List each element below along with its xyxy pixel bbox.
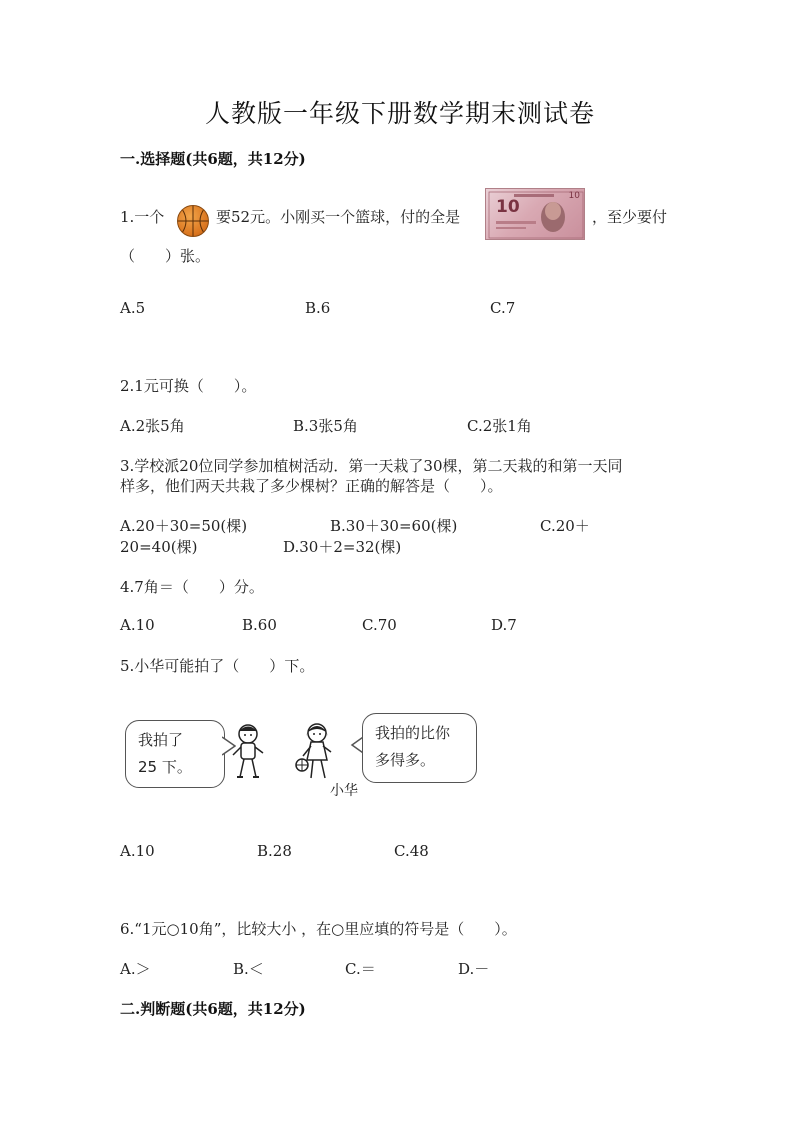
q3-option-d[interactable]: D.30＋2=32(棵): [283, 538, 402, 556]
q2-option-c[interactable]: C.2张1角: [467, 417, 532, 435]
banknote-value: 10: [496, 197, 520, 217]
q5-option-b[interactable]: B.28: [257, 842, 292, 860]
question-6: 6.“1元○10角”，比较大小 ，在○里应填的符号是（ ）。: [120, 920, 517, 938]
q4-option-d[interactable]: D.7: [491, 616, 517, 634]
question-2: 2.1元可换（ ）。: [120, 377, 257, 395]
question-1-part-c: ，至少要付: [592, 208, 668, 226]
question-5: 5.小华可能拍了（ ）下。: [120, 657, 315, 675]
banknote-value-corner: 10: [568, 191, 580, 201]
question-4: 4.7角＝（ ）分。: [120, 578, 264, 596]
q4-option-a[interactable]: A.10: [120, 616, 155, 634]
q5-option-a[interactable]: A.10: [120, 842, 155, 860]
ten-yuan-banknote-icon: [485, 188, 585, 240]
question-1-part-d: （ ）张。: [120, 247, 211, 265]
q6-option-a[interactable]: A.＞: [120, 960, 151, 978]
q6-option-b[interactable]: B.＜: [233, 960, 264, 978]
page-title: 人教版一年级下册数学期末测试卷: [204, 99, 595, 128]
bubble-right-line-2: 多得多。: [375, 751, 436, 769]
bubble-left-line-2: 25 下。: [138, 758, 192, 776]
xiaohua-name-label: 小华: [330, 783, 358, 799]
bubble-right-line-1: 我拍的比你: [375, 724, 451, 742]
section-heading-choice: 一.选择题(共6题，共12分): [120, 150, 306, 168]
girl-figure-icon: [293, 720, 343, 784]
q3-option-b[interactable]: B.30＋30=60(棵): [330, 517, 458, 535]
q3-option-c[interactable]: C.20＋: [540, 517, 590, 535]
q4-option-c[interactable]: C.70: [362, 616, 397, 634]
speech-bubble-left: [125, 720, 225, 788]
q6-option-d[interactable]: D.－: [458, 960, 490, 978]
boy-figure-icon: [228, 722, 268, 784]
q1-option-b[interactable]: B.6: [305, 299, 331, 317]
q5-option-c[interactable]: C.48: [394, 842, 429, 860]
q1-option-a[interactable]: A.5: [120, 299, 146, 317]
q1-option-c[interactable]: C.7: [490, 299, 516, 317]
section-heading-true-false: 二.判断题(共6题，共12分): [120, 1000, 306, 1018]
question-3-line-1: 3.学校派20位同学参加植树活动．第一天栽了30棵，第二天栽的和第一天同: [120, 457, 623, 475]
question-1-part-b: 要52元。小刚买一个篮球，付的全是: [216, 208, 461, 226]
q2-option-b[interactable]: B.3张5角: [293, 417, 358, 435]
q3-option-a[interactable]: A.20＋30=50(棵): [120, 517, 248, 535]
q6-option-c[interactable]: C.＝: [345, 960, 376, 978]
basketball-icon: [177, 205, 209, 237]
q4-option-b[interactable]: B.60: [242, 616, 277, 634]
question-1-part-a: 1.一个: [120, 208, 165, 226]
q2-option-a[interactable]: A.2张5角: [120, 417, 185, 435]
speech-bubble-right: [362, 713, 477, 783]
bubble-left-line-1: 我拍了: [138, 731, 184, 749]
question-3-line-2: 样多，他们两天共栽了多少棵树？正确的解答是（ ）。: [120, 477, 503, 495]
q3-option-c-continued: 20=40(棵): [120, 538, 198, 556]
